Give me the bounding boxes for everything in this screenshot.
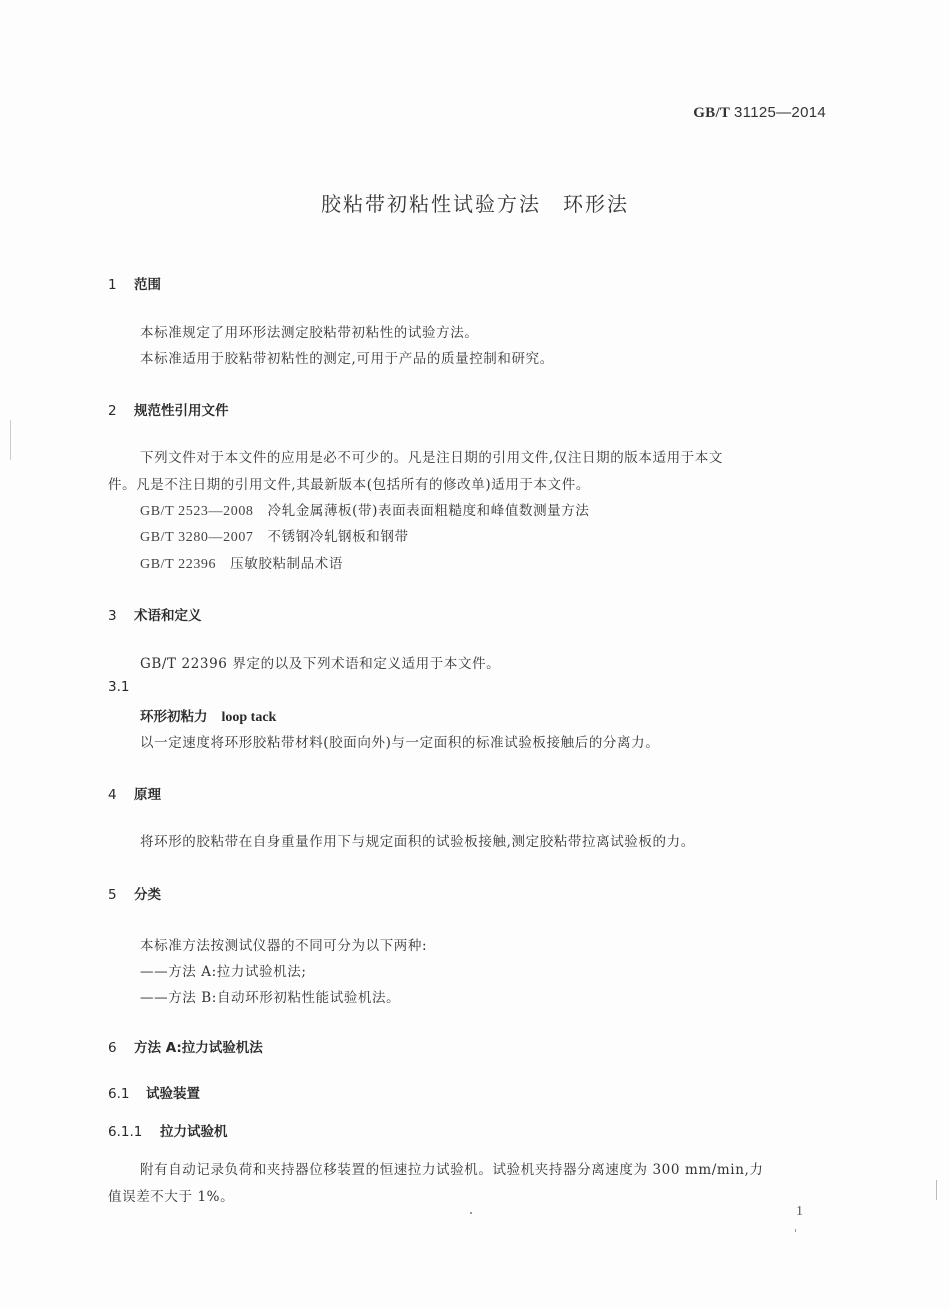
- paragraph: 值误差不大于 1%。: [108, 1189, 235, 1205]
- list-item: ——方法 B:自动环形初粘性能试验机法。: [140, 990, 401, 1006]
- term-entry: [140, 705, 276, 726]
- paragraph: 下列文件对于本文件的应用是必不可少的。凡是注日期的引用文件,仅注日期的版本适用于本文: [140, 450, 723, 466]
- list-item: ——方法 A:拉力试验机法;: [140, 964, 307, 980]
- subsection-heading-6-1: 6.1 试验装置: [108, 1086, 200, 1102]
- page-number: 1: [796, 1204, 803, 1219]
- term-number: 3.1: [108, 679, 130, 695]
- document-title: [0, 188, 950, 217]
- term-zh: 环形初粘力: [140, 709, 208, 725]
- subsection-heading-6-1-1: 6.1.1 拉力试验机: [108, 1124, 228, 1140]
- section-heading-5: 5 分类: [108, 887, 161, 903]
- paragraph: 附有自动记录负荷和夹持器位移装置的恒速拉力试验机。试验机夹持器分离速度为 300 mm/min,力: [140, 1162, 764, 1178]
- standard-code: [693, 104, 826, 122]
- scan-edge-mark: [936, 1180, 937, 1200]
- scan-edge-mark: [10, 420, 11, 460]
- paragraph: 本标准方法按测试仪器的不同可分为以下两种:: [140, 938, 428, 954]
- paragraph: 本标准适用于胶粘带初粘性的测定,可用于产品的质量控制和研究。: [140, 351, 554, 367]
- paragraph: 本标准规定了用环形法测定胶粘带初粘性的试验方法。: [140, 325, 479, 341]
- reference-item: GB/T 3280—2007 不锈钢冷轧钢板和钢带: [140, 529, 409, 545]
- term-definition: 以一定速度将环形胶粘带材料(胶面向外)与一定面积的标准试验板接触后的分离力。: [140, 735, 660, 751]
- section-heading-6: 6 方法 A:拉力试验机法: [108, 1040, 263, 1056]
- section-heading-2: 2 规范性引用文件: [108, 403, 229, 419]
- reference-item: GB/T 22396 压敏胶粘制品术语: [140, 556, 343, 572]
- title-main: 胶粘带初粘性试验方法: [321, 192, 541, 216]
- standard-number: 31125—2014: [734, 104, 826, 121]
- scan-speck: [795, 1229, 796, 1232]
- paragraph: 将环形的胶粘带在自身重量作用下与规定面积的试验板接触,测定胶粘带拉离试验板的力。: [140, 834, 695, 850]
- paragraph: 件。凡是不注日期的引用文件,其最新版本(包括所有的修改单)适用于本文件。: [108, 477, 590, 493]
- scan-speck: [470, 1212, 472, 1214]
- title-sub: 环形法: [563, 192, 629, 216]
- term-en: loop tack: [221, 710, 277, 725]
- paragraph: GB/T 22396 界定的以及下列术语和定义适用于本文件。: [140, 656, 501, 672]
- section-heading-1: 1 范围: [108, 277, 161, 293]
- section-heading-3: 3 术语和定义: [108, 608, 202, 624]
- reference-item: GB/T 2523—2008 冷轧金属薄板(带)表面表面粗糙度和峰值数测量方法: [140, 503, 590, 519]
- standard-prefix: GB/T: [693, 105, 730, 121]
- section-heading-4: 4 原理: [108, 787, 161, 803]
